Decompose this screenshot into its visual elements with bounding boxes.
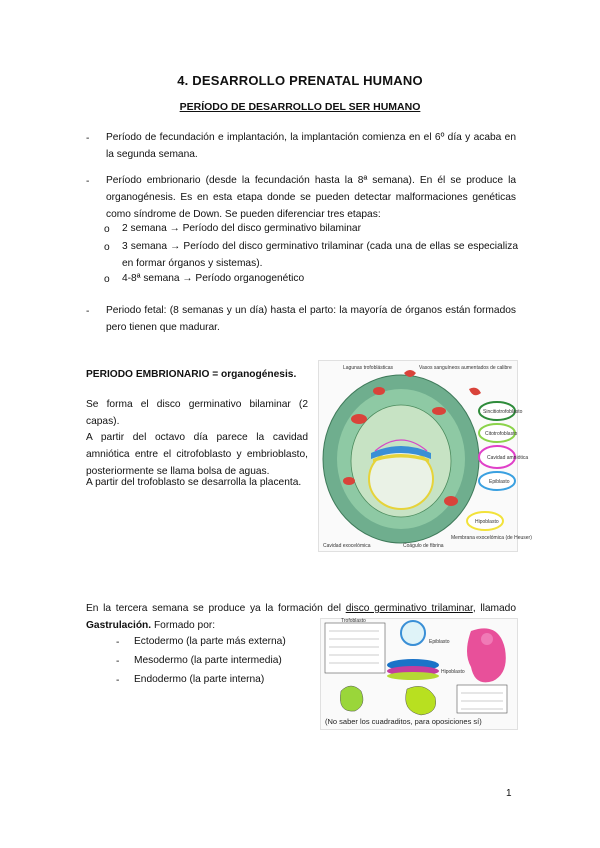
period-fecundacion: Período de fecundación e implantación, la implantación comienza en el 6º día y acaba en la segunda semana. xyxy=(106,132,516,160)
bullet-dash: - xyxy=(116,637,120,648)
embrionario-paragraph-2: A partir del octavo día parece la cavidad amniótica entre el citrofoblasto y embrioblasto, posteriormente se llama bolsa de aguas. xyxy=(86,432,308,477)
stage-2-semana: 2 semana → Período del disco germinativo bilaminar xyxy=(122,223,361,234)
layer-mesodermo: Mesodermo (la parte intermedia) xyxy=(134,655,282,666)
gastrulacion-text: En la tercera semana se produce ya la formación del xyxy=(86,603,346,614)
label-vasos: Vasos sanguíneos aumentados de calibre xyxy=(419,365,512,371)
label-hipoblasto: Hipoblasto xyxy=(475,519,499,525)
label-trofoblasto: Trofoblasto xyxy=(341,618,366,624)
period-fetal: Periodo fetal: (8 semanas y un día) hasta el parto: la mayoría de órganos están formados pero tienen que madurar. xyxy=(106,305,516,333)
figure-gastrulation xyxy=(320,618,518,730)
layer-ectodermo: Ectodermo (la parte más externa) xyxy=(134,636,286,647)
bullet-dash: - xyxy=(86,176,90,187)
bullet-dash: - xyxy=(116,656,120,667)
gastrulacion-text: , llamado xyxy=(472,603,516,614)
period-embrionario: Período embrionario (desde la fecundación hasta la 8ª semana). En él se produce la organogénesis. Es en esta etapa donde se pueden detectar malformaciones genéticas como síndrome de Down. Se pueden diferenciar tres etapas: xyxy=(106,175,516,220)
label-epiblasto-2: Epiblasto xyxy=(429,639,450,645)
bullet-o: o xyxy=(104,274,110,285)
page-number: 1 xyxy=(506,788,512,799)
label-membrana: Membrana exocelómica (de Heuser) xyxy=(451,535,532,541)
stage-3-semana: 3 semana → Período del disco germinativo trilaminar (cada una de ellas se especializa en formar órganos y sistemas). xyxy=(122,241,518,269)
label-citotrofoblasto: Citotrofoblasto xyxy=(485,431,518,437)
embrionario-paragraph-3: A partir del trofoblasto se desarrolla la placenta. xyxy=(86,477,302,488)
gastrulation-diagram xyxy=(321,619,517,719)
label-hipoblasto-2: Hipoblasto xyxy=(441,669,465,675)
stage-4-8-semana: 4-8ª semana → Período organogenético xyxy=(122,273,305,284)
section-subtitle: PERÍODO DE DESARROLLO DEL SER HUMANO xyxy=(179,101,421,113)
label-lagunas: Lagunas trofoblásticas xyxy=(343,365,394,371)
implantation-diagram xyxy=(319,361,532,551)
gastrulacion-term: Gastrulación. xyxy=(86,620,152,631)
label-epiblasto: Epiblasto xyxy=(489,479,510,485)
bullet-dash: - xyxy=(86,306,90,317)
page-title: 4. DESARROLLO PRENATAL HUMANO xyxy=(177,73,423,88)
label-cavidad-exocelomica: Cavidad exocelómica xyxy=(323,543,371,549)
label-sincitio: Sincitiotrofoblasto xyxy=(483,409,523,415)
figure-caption: (No saber los cuadraditos, para oposiciones sí) xyxy=(325,717,482,726)
figure-implantation xyxy=(318,360,532,552)
label-cavidad-amniotica: Cavidad amniótica xyxy=(487,455,529,461)
bullet-dash: - xyxy=(86,133,90,144)
bullet-o: o xyxy=(104,224,110,235)
bullet-dash: - xyxy=(116,675,120,686)
embrionario-paragraph-1: Se forma el disco germinativo bilaminar (2 capas). xyxy=(86,399,308,427)
layer-endodermo: Endodermo (la parte interna) xyxy=(134,674,265,685)
bullet-o: o xyxy=(104,242,110,253)
disco-trilaminar-term: disco germinativo trilaminar xyxy=(345,603,473,614)
embrionario-heading: PERIODO EMBRIONARIO = organogénesis. xyxy=(86,369,297,380)
gastrulacion-text: Formado por: xyxy=(151,620,216,631)
label-coagulo: Coágulo de fibrina xyxy=(403,543,444,549)
